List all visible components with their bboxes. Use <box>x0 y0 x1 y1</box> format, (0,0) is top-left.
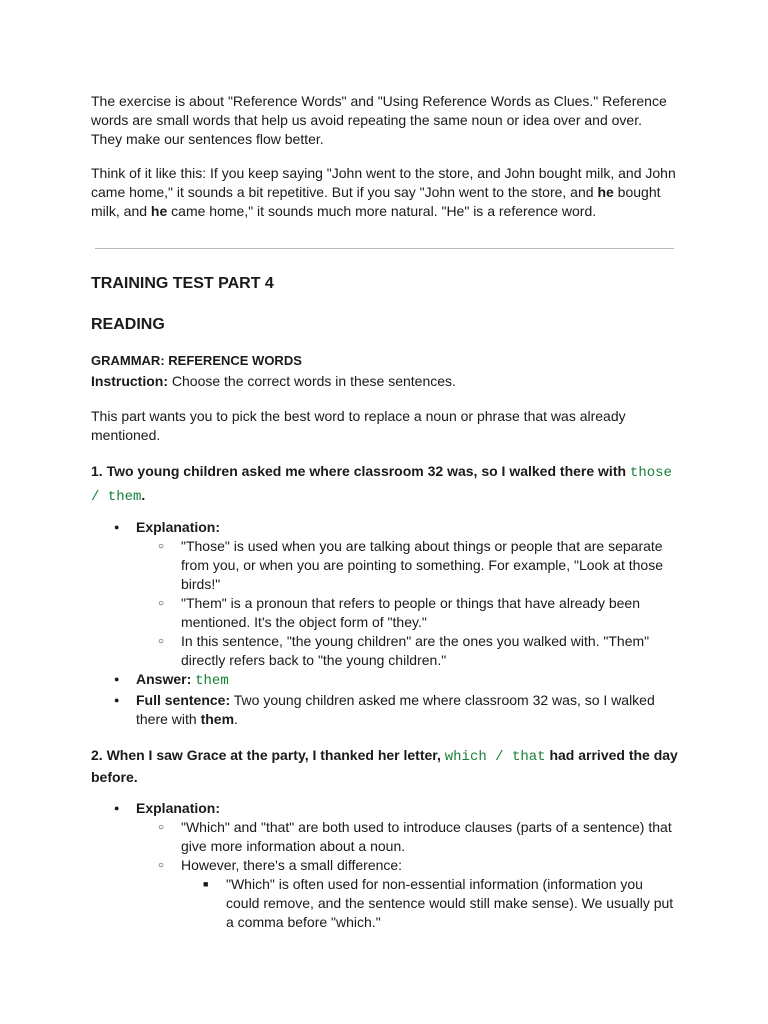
question-1-details <box>114 518 674 729</box>
part-description: This part wants you to pick the best word to replace a noun or phrase that was already mentioned. <box>91 408 626 443</box>
question-2-end: had arrived the day before. <box>91 747 678 785</box>
list-item <box>114 799 674 932</box>
list-item <box>114 691 674 729</box>
explanation-label: Explanation: <box>136 800 221 816</box>
explanation-list <box>136 818 674 932</box>
question-2 <box>91 745 681 787</box>
list-item: ■ "Which" is often used for non-essential information (information you could remove, and the sentence would still make sense). We usually put a comma before "which." <box>181 875 674 932</box>
list-item <box>114 518 674 670</box>
list-item: ○ "Which" and "that" are both used to introduce clauses (parts of a sentence) that give more information about a noun. <box>136 818 674 856</box>
list-item <box>114 670 674 691</box>
intro-text: came home," it sounds much more natural. "He" is a reference word. <box>167 203 597 219</box>
question-1-options: those / them <box>91 465 672 505</box>
instruction-text: Choose the correct words in these sentences. <box>168 373 456 389</box>
grammar-heading: GRAMMAR: REFERENCE WORDS <box>91 353 302 368</box>
question-1 <box>91 460 676 508</box>
intro-text: Think of it like this: If you keep saying "John went to the store, and John bought milk, and John came home," it sounds a bit repetitive. But if you say "John went to the store, and <box>91 165 676 200</box>
horizontal-divider <box>95 248 674 249</box>
instruction <box>91 372 456 391</box>
page-title: TRAINING TEST PART 4 <box>91 275 274 292</box>
section-heading: READING <box>91 316 165 333</box>
explanation-list <box>136 537 674 670</box>
intro-text: bought milk, and <box>91 184 661 219</box>
answer-value: them <box>195 673 229 689</box>
question-1-end: . <box>141 487 146 503</box>
instruction-label: Instruction: <box>91 373 168 389</box>
question-2-options: which / that <box>444 749 546 765</box>
question-2-text: 2. When I saw Grace at the party, I thanked her letter, <box>91 747 445 763</box>
intro-bold-he-1: he <box>597 184 614 200</box>
list-item <box>136 856 674 932</box>
full-sentence-end: . <box>234 711 238 727</box>
list-item: ○ In this sentence, "the young children" are the ones you walked with. "Them" directly refers back to "the young children." <box>136 632 674 670</box>
intro-paragraph-2 <box>91 164 676 221</box>
list-item: ○ "Them" is a pronoun that refers to people or things that have already been mentioned. It's the object form of "they." <box>136 594 674 632</box>
full-sentence-text: Two young children asked me where classroom 32 was, so I walked there with <box>136 692 655 727</box>
list-item-text: However, there's a small difference: <box>181 857 403 873</box>
sub-explanation-list <box>181 875 674 932</box>
question-2-details <box>114 799 674 932</box>
question-1-text: 1. Two young children asked me where classroom 32 was, so I walked there with <box>91 463 630 479</box>
intro-bold-he-2: he <box>150 203 168 219</box>
list-item: ○ "Those" is used when you are talking about things or people that are separate from you, or when you are pointing to something. For example, "Look at those birds!" <box>136 537 674 594</box>
full-sentence-answer: them <box>200 711 235 727</box>
full-sentence-label: Full sentence: <box>136 692 231 708</box>
answer-label: Answer: <box>136 671 192 687</box>
intro-paragraph-1: The exercise is about "Reference Words" and "Using Reference Words as Clues." Reference words are small words that help us avoid repeating the same noun or idea over and over. They make our sentences flow better. <box>91 93 667 147</box>
explanation-label: Explanation: <box>136 519 221 535</box>
